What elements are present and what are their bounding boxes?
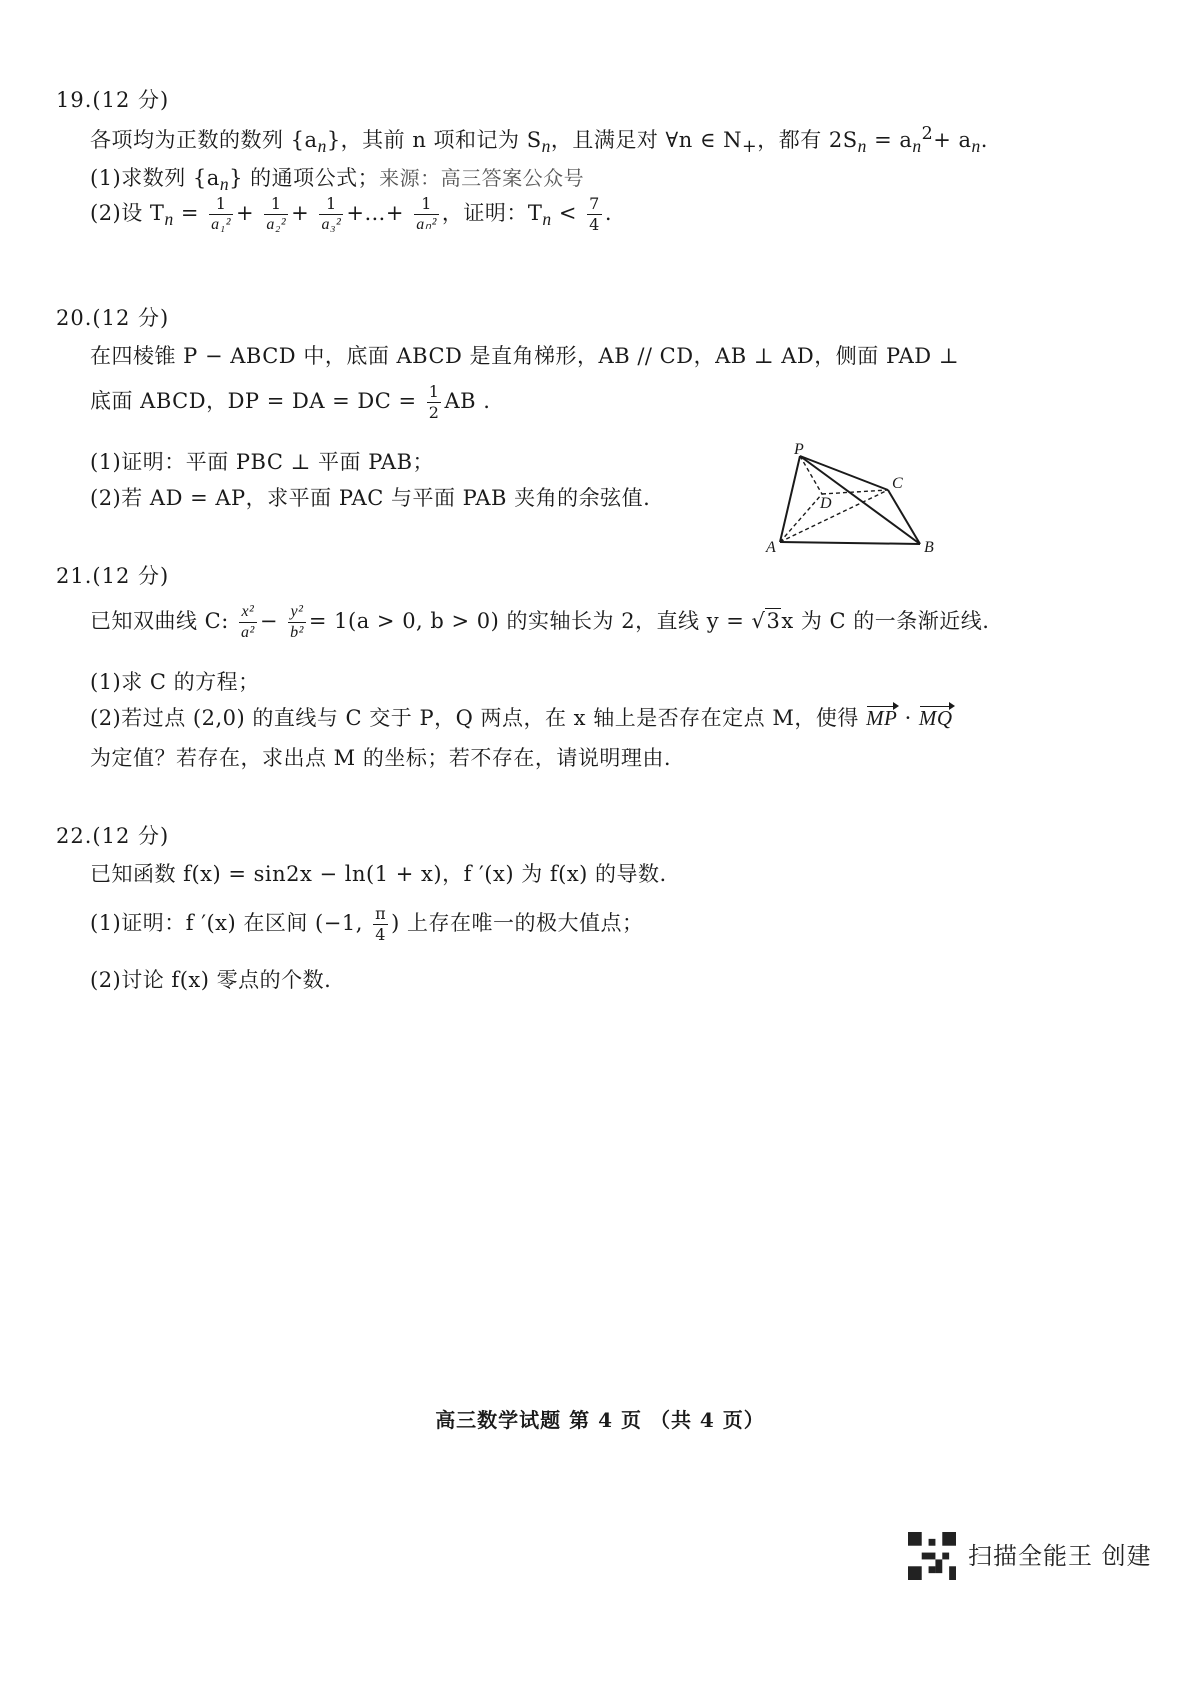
- label-D: D: [820, 495, 832, 512]
- q22-part2: (2)讨论 f(x) 零点的个数.: [90, 968, 332, 992]
- q22-part1: (1)证明：f ′(x) 在区间 (−1, $\frac{\pi}{4}$ ) 上存在唯一的极大值点；: [90, 904, 644, 944]
- label-C: C: [892, 475, 903, 492]
- q19-stem: 各项均为正数的数列 $\{a_n\}$，其前 n 项和记为 $S_n$，且满足对 ∀n ∈ $N_+$，都有 $2S_n = a_n^2+ a_n$.: [90, 124, 988, 158]
- q21-line1: 已知双曲线 C: $\frac{\text{x²}}{\text{a²}}$ − $\frac{\text{y²}}{\text{b²}}$ = 1(a > 0, b > 0) 的实轴长为 2，直线 y = √3x 为 C 的一条渐近线.: [90, 603, 990, 641]
- edge-PC: [800, 456, 888, 490]
- q19-frac-2: $\frac{1}{\text{a₂²}}$: [266, 194, 287, 233]
- edge-PD: [800, 456, 822, 494]
- q21-part2-line1: (2)若过点 (2,0) 的直线与 C 交于 P，Q 两点，在 x 轴上是否存在定点 M，使得 MP · MQ: [90, 706, 953, 730]
- label-B: B: [924, 539, 934, 556]
- q21-frac-y: $\frac{\text{y²}}{\text{b²}}$: [290, 603, 304, 641]
- page-footer: 高三数学试题 第 4 页 （共 4 页）: [435, 1408, 765, 1432]
- edge-AB: [780, 542, 920, 544]
- pyramid-figure: [760, 440, 960, 560]
- q20-part1: (1)证明：平面 PBC ⊥ 平面 PAB；: [90, 450, 435, 474]
- q21-frac-x: $\frac{\text{x²}}{\text{a²}}$: [241, 603, 255, 641]
- edge-CB: [888, 490, 920, 544]
- edge-DC: [822, 490, 888, 494]
- label-P: P: [794, 441, 804, 458]
- label-A: A: [766, 539, 776, 556]
- edge-PA: [780, 456, 800, 542]
- q22-line1: 已知函数 f(x) = sin2x − ln(1 + x)，f ′(x) 为 f(x) 的导数.: [90, 862, 667, 886]
- watermark-text: 来源：高三答案公众号: [379, 166, 585, 190]
- q19-part2: (2)设 $T_n$ = $\frac{1}{\text{a₁²}}$ + $\frac{1}{\text{a₂²}}$ + $\frac{1}{\text{a₃²}}$ +…+ $\frac{1}{\text{aₙ²}}$ ，证明：$T_n$ < $\frac{7}{4}$ .: [90, 194, 612, 234]
- q22-pi-over-4: $\frac{\pi}{4}$: [375, 904, 387, 944]
- q19-frac-1: $\frac{1}{\text{a₁²}}$: [211, 194, 232, 233]
- q19-part1: (1)求数列 $\{a_n\}$ 的通项公式；来源：高三答案公众号: [90, 166, 585, 195]
- edge-PB: [800, 456, 920, 544]
- q20-line1: 在四棱锥 P − ABCD 中，底面 ABCD 是直角梯形，AB // CD，AB ⊥ AD，侧面 PAD ⊥: [90, 344, 960, 368]
- vector-MQ: MQ: [918, 706, 953, 730]
- qr-code-icon: [908, 1532, 956, 1580]
- q20-line2: 底面 ABCD，DP = DA = DC = $\frac{1}{2}$ AB .: [90, 382, 491, 422]
- vector-MP: MP: [866, 706, 898, 730]
- q19-number: 19.(12 分): [56, 88, 170, 112]
- q20-part2: (2)若 AD = AP，求平面 PAC 与平面 PAB 夹角的余弦值.: [90, 486, 651, 510]
- edge-AC: [780, 490, 888, 542]
- q21-number: 21.(12 分): [56, 564, 170, 588]
- q20-number: 20.(12 分): [56, 306, 170, 330]
- q22-number: 22.(12 分): [56, 824, 170, 848]
- scanner-brand: 扫描全能王 创建: [968, 1542, 1152, 1570]
- q19-frac-bound: $\frac{7}{4}$: [589, 194, 600, 234]
- q19-frac-n: $\frac{1}{\text{aₙ²}}$: [416, 194, 437, 233]
- q21-part1: (1)求 C 的方程；: [90, 670, 260, 694]
- q20-half: $\frac{1}{2}$: [428, 382, 440, 422]
- q21-part2-line2: 为定值？若存在，求出点 M 的坐标；若不存在，请说明理由.: [90, 746, 672, 770]
- q19-frac-3: $\frac{1}{\text{a₃²}}$: [321, 194, 342, 233]
